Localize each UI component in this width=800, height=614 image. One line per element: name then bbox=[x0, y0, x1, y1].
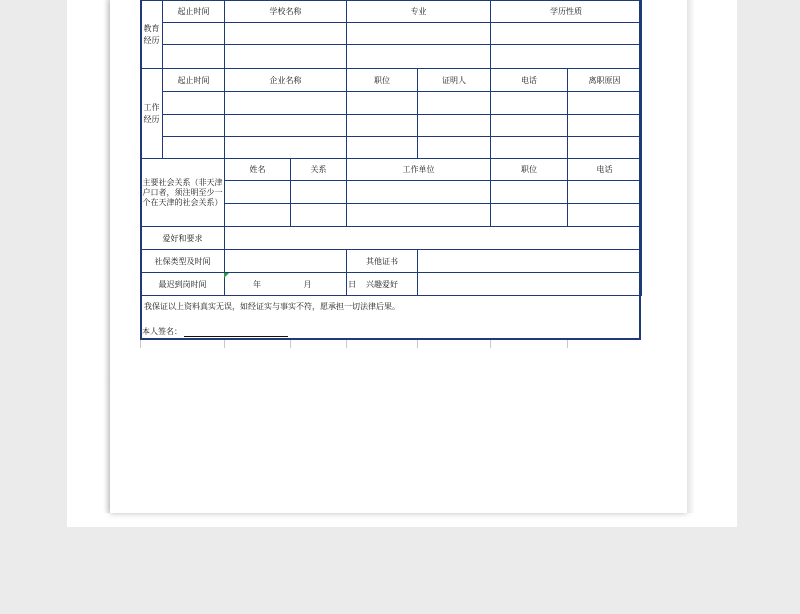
work-section-label: 工作经历 bbox=[141, 69, 163, 159]
social-header-employer: 工作单位 bbox=[347, 159, 491, 181]
signature-line[interactable] bbox=[184, 336, 288, 337]
education-section-label: 教育经历 bbox=[141, 1, 163, 69]
edu-header-major: 专业 bbox=[347, 1, 491, 23]
work-header-reason: 离职原因 bbox=[568, 69, 642, 92]
start-date-year: 年 bbox=[253, 279, 261, 289]
start-date-month: 月 bbox=[303, 279, 312, 289]
gridline-stub bbox=[417, 340, 418, 348]
form-outer-border bbox=[140, 0, 641, 340]
start-date-day: 日 bbox=[348, 279, 357, 289]
gridline-stub bbox=[567, 340, 568, 348]
declaration-text: 我保证以上资料真实无误，如经证实与事实不符，愿承担一切法律后果。 bbox=[144, 302, 400, 311]
signature-row bbox=[142, 326, 288, 337]
gridline-stub bbox=[346, 340, 347, 348]
insurance-label: 社保类型及时间 bbox=[141, 250, 225, 273]
edu-header-degree: 学历性质 bbox=[491, 1, 642, 23]
work-header-position: 职位 bbox=[347, 69, 418, 92]
sheet-edge-left bbox=[103, 0, 110, 513]
sheet-edge-right bbox=[687, 0, 695, 513]
edu-header-period: 起止时间 bbox=[163, 1, 225, 23]
social-header-phone: 电话 bbox=[568, 159, 642, 181]
work-header-period: 起止时间 bbox=[163, 69, 225, 92]
start-date-label: 最迟到岗时间 bbox=[141, 273, 225, 296]
other-cert-label: 其他证书 bbox=[347, 250, 418, 273]
cell-comment-marker bbox=[224, 273, 229, 278]
declaration-area bbox=[142, 296, 639, 338]
interest-label: 兴趣爱好 bbox=[347, 273, 418, 296]
hobbies-label: 爱好和要求 bbox=[141, 227, 225, 250]
work-header-reference: 证明人 bbox=[418, 69, 491, 92]
signature-label: 本人签名： bbox=[142, 327, 182, 336]
gridline-stub bbox=[140, 340, 141, 348]
gridline-stub bbox=[490, 340, 491, 348]
work-header-company: 企业名称 bbox=[225, 69, 347, 92]
edu-header-school: 学校名称 bbox=[225, 1, 347, 23]
gridline-stub bbox=[224, 340, 225, 348]
gridline-stub bbox=[290, 340, 291, 348]
social-header-relation: 关系 bbox=[291, 159, 347, 181]
work-header-phone: 电话 bbox=[491, 69, 568, 92]
social-header-name: 姓名 bbox=[225, 159, 291, 181]
social-section-label: 主要社会关系（非天津户口者，须注明至少一个在天津的社会关系） bbox=[141, 159, 225, 227]
social-header-position: 职位 bbox=[491, 159, 568, 181]
gridline-stubs bbox=[140, 340, 641, 350]
